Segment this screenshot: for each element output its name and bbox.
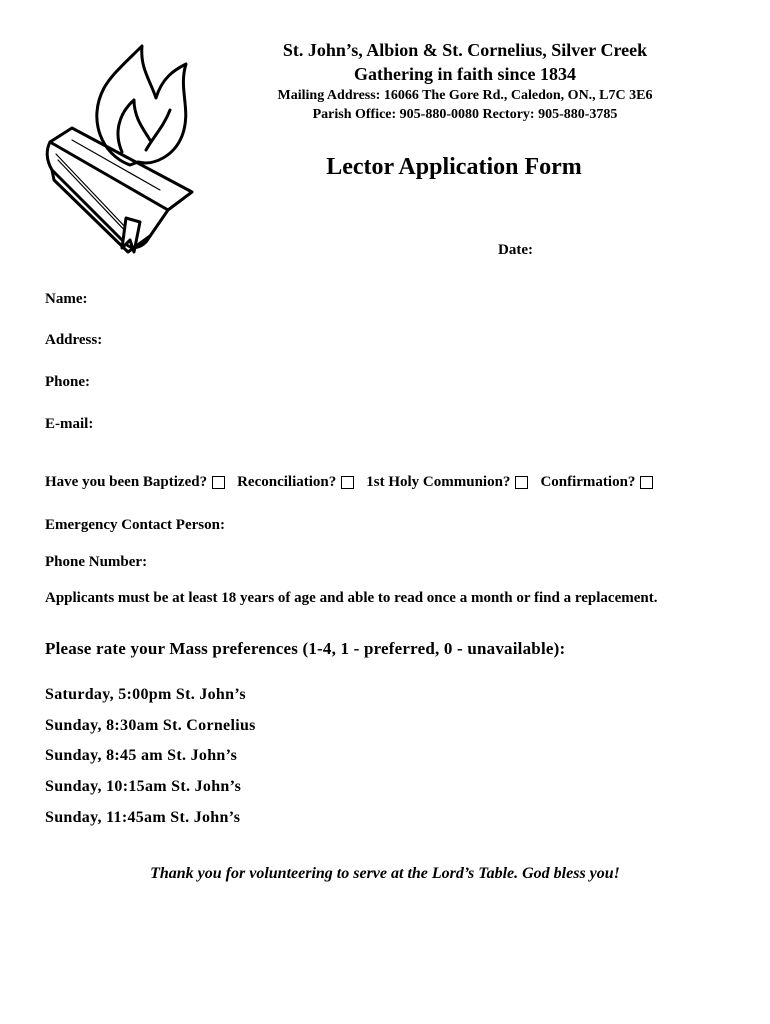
closing-message: Thank you for volunteering to serve at the Lord’s Table. God bless you! xyxy=(150,865,620,882)
phone-number-label: Phone Number: xyxy=(45,554,148,570)
sacrament-reconciliation xyxy=(237,474,366,491)
parish-name: St. John’s, Albion & St. Cornelius, Silver Creek xyxy=(282,40,648,60)
sacraments-row xyxy=(45,474,665,491)
sacrament-confirmation xyxy=(540,474,665,491)
sacrament-baptized xyxy=(45,474,237,491)
bible-flame-icon xyxy=(42,40,202,255)
name-label: Name: xyxy=(45,291,88,307)
mass-item: Sunday, 8:45 am St. John’s xyxy=(45,747,238,764)
mass-item: Sunday, 10:15am St. John’s xyxy=(45,778,242,795)
baptized-checkbox[interactable] xyxy=(212,476,225,489)
phone-label: Phone: xyxy=(45,374,90,390)
mass-item: Sunday, 8:30am St. Cornelius xyxy=(45,717,256,734)
sacrament-label: Have you been Baptized? xyxy=(45,474,208,490)
parish-phones: Parish Office: 905-880-0080 Rectory: 905-880-3785 xyxy=(312,107,618,122)
communion-checkbox[interactable] xyxy=(515,476,528,489)
requirement-note: Applicants must be at least 18 years of age and able to read once a month or find a replacement. xyxy=(45,590,658,606)
preferences-heading: Please rate your Mass preferences (1-4, 1 - preferred, 0 - unavailable): xyxy=(45,639,566,658)
mass-item: Sunday, 11:45am St. John’s xyxy=(45,809,241,826)
sacrament-label: Confirmation? xyxy=(540,474,636,490)
address-label: Address: xyxy=(45,332,103,348)
form-title: Lector Application Form xyxy=(326,154,582,180)
sacrament-label: 1st Holy Communion? xyxy=(366,474,511,490)
emergency-contact-label: Emergency Contact Person: xyxy=(45,517,225,533)
sacrament-communion xyxy=(366,474,540,491)
date-label: Date: xyxy=(498,242,533,258)
mass-item: Saturday, 5:00pm St. John’s xyxy=(45,686,246,703)
parish-header xyxy=(230,38,700,124)
sacrament-label: Reconciliation? xyxy=(237,474,337,490)
parish-motto: Gathering in faith since 1834 xyxy=(353,64,576,84)
mailing-address: Mailing Address: 16066 The Gore Rd., Caledon, ON., L7C 3E6 xyxy=(277,88,653,103)
confirmation-checkbox[interactable] xyxy=(640,476,653,489)
email-label: E-mail: xyxy=(45,416,94,432)
reconciliation-checkbox[interactable] xyxy=(341,476,354,489)
